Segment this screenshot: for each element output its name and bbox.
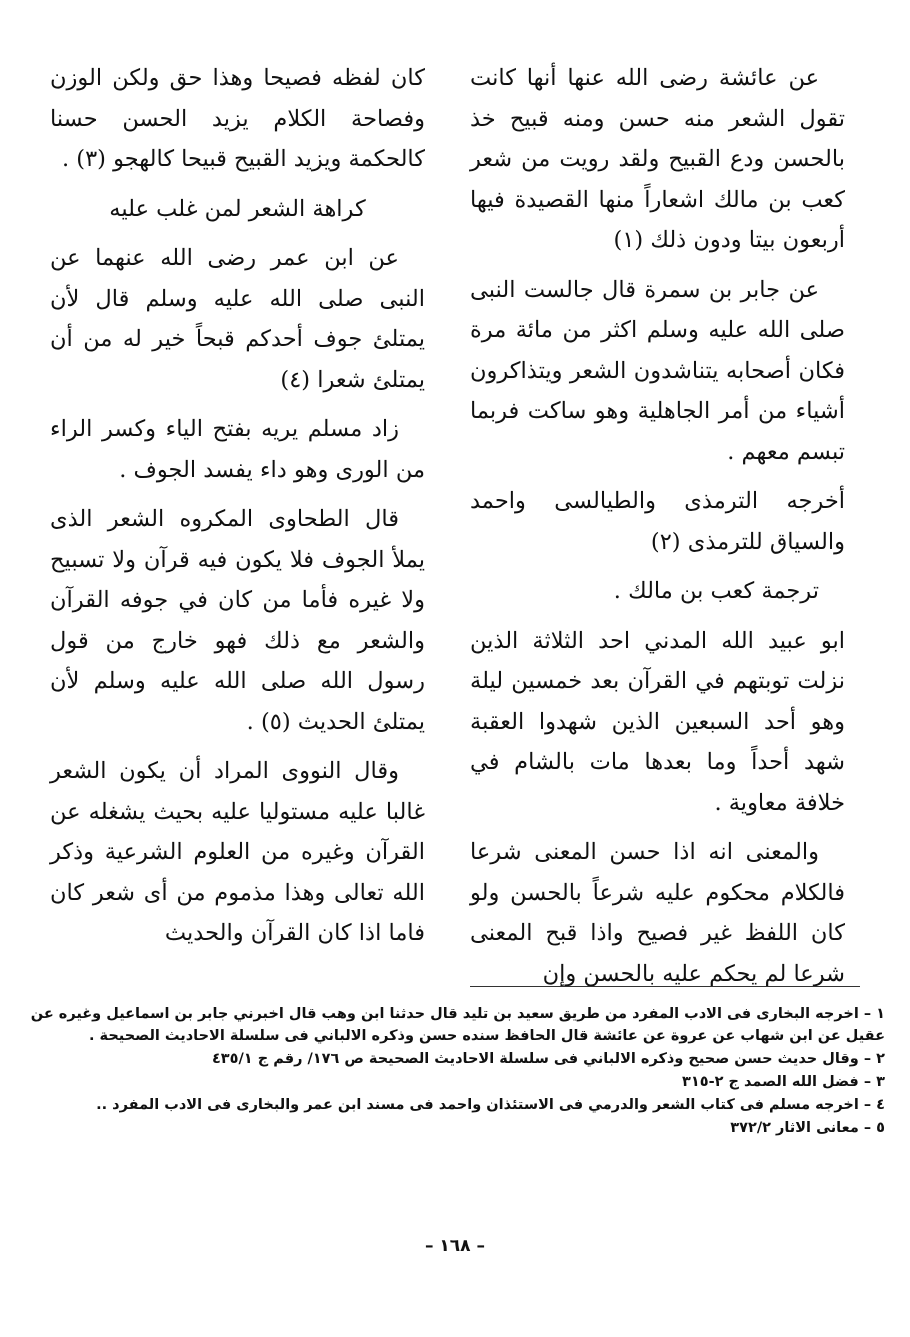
paragraph: قال الطحاوى المكروه الشعر الذى يملأ الجوف فلا يكون فيه قرآن ولا تسبيح ولا غيره فأما من كان في جوفه القرآن والشعر مع ذلك فهو خارج من قول رسول الله صلى الله عليه وسلم لأن يمتلئ الحديث (٥) . bbox=[50, 506, 425, 735]
right-column bbox=[470, 58, 845, 1003]
paragraph: ابو عبيد الله المدني احد الثلاثة الذين نزلت توبتهم في القرآن بعد خمسين ليلة وهو أحد السبعين الذين شهدوا العقبة شهد أحداً وما بعدها مات بالشام في خلافة معاوية . bbox=[470, 627, 845, 816]
page-number: – ١٦٨ – bbox=[425, 1236, 485, 1256]
footnote-divider bbox=[470, 986, 860, 987]
footnote: ٣ – فضل الله الصمد ج ٢-٣١٥ bbox=[682, 1074, 885, 1090]
paragraph: عن جابر بن سمرة قال جالست النبى صلى الله عليه وسلم اكثر من مائة مرة فكان أصحابه يتناشدون الشعر ويتذاكرون أشياء من أمر الجاهلية وهو ساكت فربما تبسم معهم . bbox=[470, 276, 845, 465]
paragraph: عن عائشة رضى الله عنها أنها كانت تقول الشعر منه حسن ومنه قبيح خذ بالحسن ودع القبيح ولقد رويت من شعر كعب بن مالك اشعاراً منها القصيدة فيها أربعون بيتا ودون ذلك (١) bbox=[470, 65, 845, 253]
section-heading: كراهة الشعر لمن غلب عليه bbox=[109, 195, 366, 222]
paragraph: زاد مسلم يريه بفتح الياء وكسر الراء من الورى وهو داء يفسد الجوف . bbox=[50, 416, 425, 483]
left-column bbox=[50, 58, 425, 963]
section-heading: ترجمة كعب بن مالك . bbox=[613, 578, 819, 604]
paragraph: والمعنى انه اذا حسن المعنى شرعا فالكلام محكوم عليه شرعاً بالحسن ولو كان اللفظ غير فصيح واذا قبح المعنى شرعا لم يحكم عليه بالحسن وإن bbox=[470, 839, 845, 987]
footnote: ٢ – وقال حديث حسن صحيح وذكره الالباني فى سلسلة الاحاديث الصحيحة ص ١٧٦/ رقم ج ٤٣٥/١ bbox=[211, 1051, 885, 1067]
paragraph: عن ابن عمر رضى الله عنهما عن النبى صلى الله عليه وسلم قال لأن يمتلئ جوف أحدكم قبحاً خير له من أن يمتلئ شعرا (٤) bbox=[50, 245, 425, 393]
footnote: ١ – اخرجه البخارى فى الادب المفرد من طريق سعيد بن تليد قال حدثنا ابن وهب قال اخبرني جابر بن اسماعيل وغيره عن عقيل عن ابن شهاب عن عروة عن عائشة قال الحافظ سنده حسن وذكره الالباني فى سلسلة الاحاديث الصحيحة . bbox=[30, 1006, 885, 1044]
paragraph: وقال النووى المراد أن يكون الشعر غالبا عليه مستوليا عليه بحيث يشغله عن القرآن وغيره من العلوم الشرعية وذكر الله تعالى وهذا مذموم من أى شعر كان فاما اذا كان القرآن والحديث bbox=[50, 758, 425, 946]
footnotes bbox=[30, 1003, 885, 1140]
footnote: ٤ – اخرجه مسلم فى كتاب الشعر والدرمي فى الاستئذان واحمد فى مسند ابن عمر والبخارى فى الادب المفرد .. bbox=[96, 1097, 885, 1113]
footnote: ٥ – معانى الاثار ٣٧٢/٢ bbox=[730, 1120, 885, 1136]
paragraph: أخرجه الترمذى والطيالسى واحمد والسياق للترمذى (٢) bbox=[470, 488, 845, 555]
paragraph: كان لفظه فصيحا وهذا حق ولكن الوزن وفصاحة الكلام يزيد الحسن حسنا كالحكمة ويزيد القبيح قبيحا كالهجو (٣) . bbox=[50, 65, 425, 172]
